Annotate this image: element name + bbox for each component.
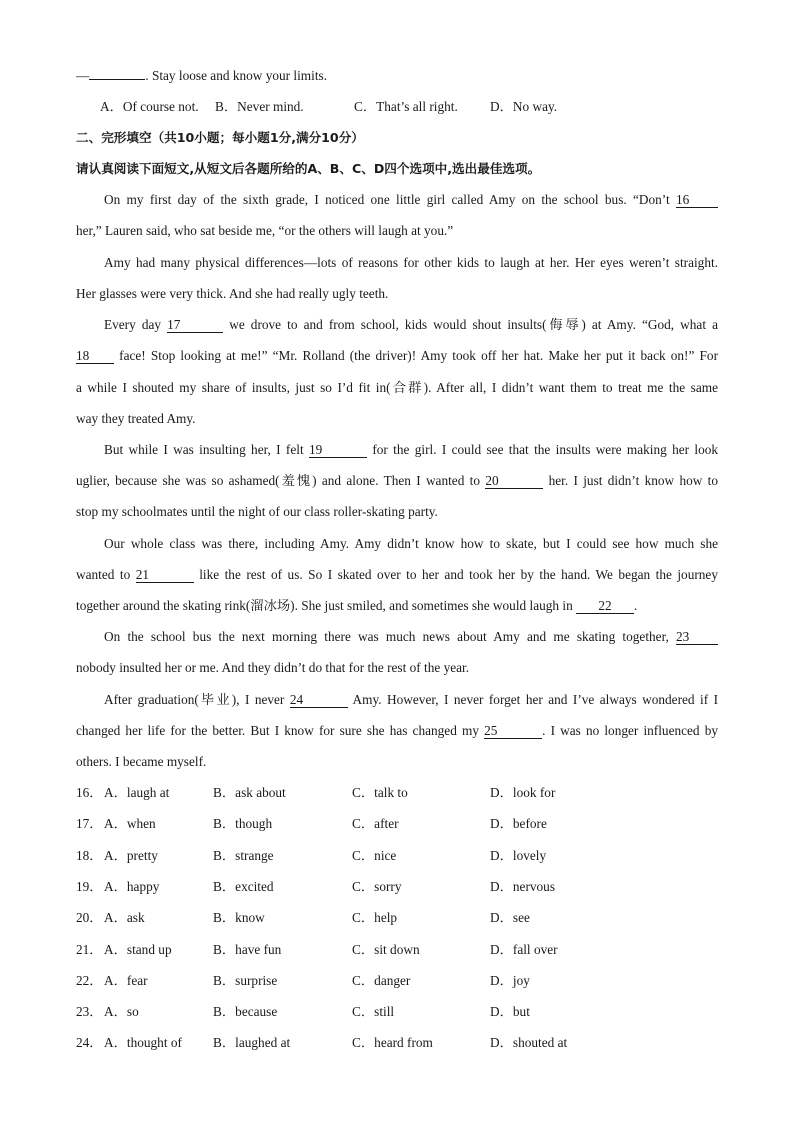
option-b: B．though <box>213 816 273 832</box>
option-a: A．happy <box>104 878 160 894</box>
blank-16: 16 <box>676 192 718 208</box>
blank-19: 19 <box>309 442 367 458</box>
option-d: D．see <box>490 910 530 926</box>
passage-line: But while I was insulting her, I felt 19 for the girl. I could see that the insults were making her look <box>104 442 719 457</box>
blank-23: 23 <box>676 629 718 645</box>
option-a: A．stand up <box>104 941 172 957</box>
option-d: D．nervous <box>490 878 555 894</box>
option-a: A．ask <box>104 910 145 926</box>
question-number: 24． <box>76 1035 103 1051</box>
option-d: D．but <box>490 1004 530 1020</box>
option-b: B．ask about <box>213 785 286 800</box>
option-c: C．nice <box>352 847 397 863</box>
passage-line: 18 face! Stop looking at me!” “Mr. Rolland (the driver)! Amy took off her hat. Make her put it back on!” For <box>76 348 718 363</box>
option-b: B．because <box>213 1004 278 1020</box>
question-number: 17． <box>76 816 103 832</box>
passage-line: Her glasses were very thick. And she had really ugly teeth. <box>76 286 389 301</box>
question-number: 19． <box>76 878 103 894</box>
option-a: A．so <box>104 1004 139 1020</box>
passage-line: On my first day of the sixth grade, I noticed one little girl called Amy on the school bus. “Don’t 16 <box>104 191 718 209</box>
blank-25: 25 <box>484 723 542 739</box>
passage-line: After graduation(毕业), I never 24 Amy. However, I never forget her and I’ve always wondered if I <box>104 692 718 707</box>
prev-option-d: D．No way. <box>490 99 558 114</box>
option-a: A．thought of <box>104 1035 182 1051</box>
passage-line: Every day 17 we drove to and from school, kids would shout insults(侮辱) at Amy. “God, what a <box>104 317 719 332</box>
prev-option-a: A．Of course not. <box>100 99 199 114</box>
option-d: D．fall over <box>490 941 558 957</box>
option-d: D．before <box>490 816 547 832</box>
option-b: B．strange <box>213 847 274 863</box>
passage-line: uglier, because she was so ashamed(羞愧) and alone. Then I wanted to 20 her. I just didn’t know how to <box>76 473 718 488</box>
question-number: 21． <box>76 941 103 957</box>
blank-24: 24 <box>290 692 348 708</box>
option-c: C．still <box>352 1004 395 1020</box>
passage-line: stop my schoolmates until the night of our class roller-skating party. <box>76 504 438 519</box>
passage-line: her,” Lauren said, who sat beside me, “or the others will laugh at you.” <box>76 223 454 238</box>
question-number: 16． <box>76 785 103 800</box>
passage-line: together around the skating rink(溜冰场). She just smiled, and sometimes she would laugh in 22 . <box>76 598 638 613</box>
option-b: B．have fun <box>213 941 282 957</box>
option-a: A．pretty <box>104 847 158 863</box>
option-c: C．talk to <box>352 785 408 800</box>
question-number: 20． <box>76 910 103 926</box>
passage-line: way they treated Amy. <box>76 411 196 426</box>
option-b: B．surprise <box>213 972 278 988</box>
prev-option-c: C．That’s all right. <box>354 99 458 114</box>
option-c: C．help <box>352 910 398 926</box>
section-title: 二、完形填空（共10小题；每小题1分,满分10分） <box>76 130 364 145</box>
option-d: D．look for <box>490 785 556 800</box>
answer-blank <box>89 79 145 80</box>
passage-line: Amy had many physical differences—lots of reasons for other kids to laugh at her. Her eyes weren’t straight. <box>104 255 718 270</box>
option-d: D．lovely <box>490 847 547 863</box>
option-c: C．danger <box>352 972 411 988</box>
blank-18: 18 <box>76 348 114 364</box>
passage-line: a while I shouted my share of insults, just so I’d fit in(合群). After all, I didn’t want them to treat me the same <box>76 380 718 395</box>
prev-option-b: B．Never mind. <box>215 99 304 114</box>
option-a: A．laugh at <box>104 785 170 800</box>
option-a: A．fear <box>104 972 148 988</box>
option-c: C．heard from <box>352 1035 433 1051</box>
prev-question-stem: — . Stay loose and know your limits. <box>76 68 328 83</box>
option-d: D．shouted at <box>490 1035 568 1051</box>
blank-22: 22 <box>576 598 634 614</box>
question-number: 22． <box>76 972 103 988</box>
option-b: B．excited <box>213 878 274 894</box>
option-a: A．when <box>104 816 156 832</box>
option-c: C．sit down <box>352 941 420 957</box>
blank-20: 20 <box>485 473 543 489</box>
blank-21: 21 <box>136 567 194 583</box>
question-number: 23． <box>76 1004 103 1020</box>
passage-line: changed her life for the better. But I know for sure she has changed my 25 . I was no longer influenced by <box>76 723 719 738</box>
section-instruction: 请认真阅读下面短文,从短文后各题所给的A、B、C、D四个选项中,选出最佳选项。 <box>76 161 541 176</box>
passage-line: nobody insulted her or me. And they didn’t do that for the rest of the year. <box>76 660 470 675</box>
passage-line: wanted to 21 like the rest of us. So I skated over to her and took her by the hand. We began the journey <box>76 567 718 582</box>
option-c: C．sorry <box>352 878 402 894</box>
passage-line: Our whole class was there, including Amy. Amy didn’t know how to skate, but I could see how much she <box>104 536 718 551</box>
blank-17: 17 <box>167 317 223 333</box>
option-c: C．after <box>352 816 399 832</box>
passage-line: others. I became myself. <box>76 754 207 769</box>
question-number: 18． <box>76 847 103 863</box>
option-b: B．laughed at <box>213 1035 291 1051</box>
passage-line: On the school bus the next morning there was much news about Amy and me skating together, 23 <box>104 628 718 646</box>
option-d: D．joy <box>490 972 530 988</box>
option-b: B．know <box>213 910 265 926</box>
